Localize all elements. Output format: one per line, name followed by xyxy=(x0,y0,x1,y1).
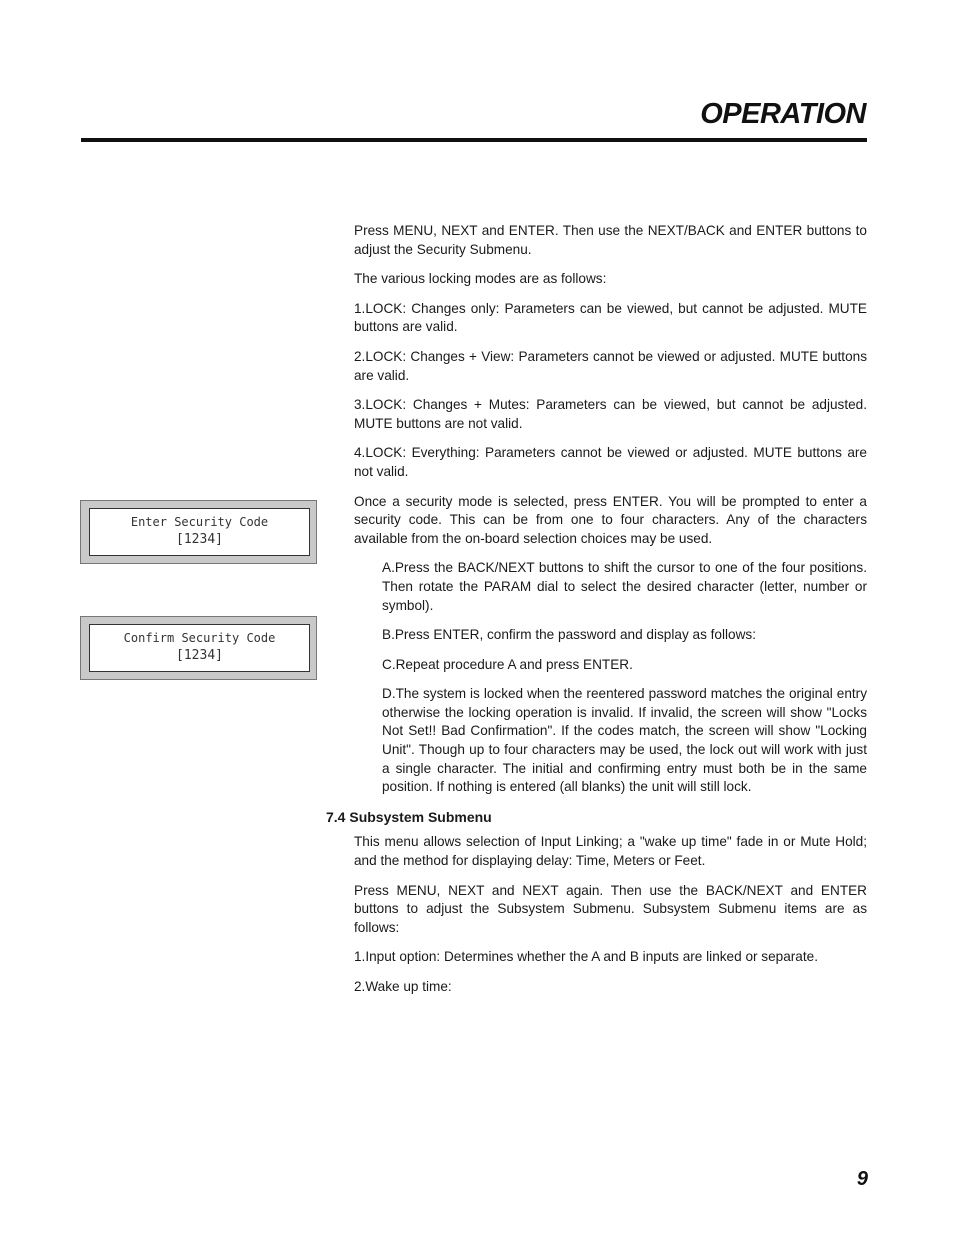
paragraph: The various locking modes are as follows: xyxy=(354,271,607,287)
lcd-line-2: [1234] xyxy=(176,648,223,663)
step-item: B.Press ENTER, confirm the password and display as follows: xyxy=(382,627,756,643)
step-item: C.Repeat procedure A and press ENTER. xyxy=(382,656,633,672)
lcd-line-2: [1234] xyxy=(176,532,223,547)
step-item: A.Press the BACK/NEXT buttons to shift the cursor to one of the four positions. Then rotate the PARAM dial to select the desired character (letter, number or symbol). xyxy=(382,560,867,613)
lcd-line-1: Enter Security Code xyxy=(130,515,269,529)
paragraph: Press MENU, NEXT and NEXT again. Then use the BACK/NEXT and ENTER buttons to adjust the Subsystem Submenu. Subsystem Submenu items are as follows: xyxy=(354,882,867,935)
paragraph: Once a security mode is selected, press ENTER. You will be prompted to enter a security code. This can be from one to four characters. Any of the characters available from the on-board selection choices may be used. xyxy=(354,493,867,546)
lcd-screen xyxy=(89,508,310,556)
lcd-display-enter-code xyxy=(80,500,317,564)
body-text xyxy=(326,222,867,1008)
lcd-screen xyxy=(89,624,310,672)
list-item: 3.LOCK: Changes + Mutes: Parameters can be viewed, but cannot be adjusted. MUTE buttons are not valid. xyxy=(354,397,867,431)
lcd-line-1: Confirm Security Code xyxy=(123,631,276,645)
list-item: 2.Wake up time: xyxy=(354,979,452,994)
step-item: D.The system is locked when the reentered password matches the original entry otherwise the locking operation is invalid. If invalid, the screen will show "Locks Not Set!! Bad Confirmation". If the codes match, the screen will show "Locking Unit". Though up to four characters may be used, the lock out will work with just a single character. The initial and confirming entry must both be in the same position. If nothing is entered (all blanks) the unit will still lock. xyxy=(382,686,867,795)
list-item: 1.Input option: Determines whether the A and B inputs are linked or separate. xyxy=(354,949,818,965)
page-header-title: OPERATION xyxy=(700,98,866,130)
page-number: 9 xyxy=(856,1168,868,1190)
paragraph: Press MENU, NEXT and ENTER. Then use the NEXT/BACK and ENTER buttons to adjust the Security Submenu. xyxy=(354,223,867,257)
list-item: 1.LOCK: Changes only: Parameters can be viewed, but cannot be adjusted. MUTE buttons are valid. xyxy=(354,300,867,335)
list-item: 2.LOCK: Changes + View: Parameters cannot be viewed or adjusted. MUTE buttons are valid. xyxy=(354,348,867,383)
paragraph: This menu allows selection of Input Linking; a "wake up time" fade in or Mute Hold; and the method for displaying delay: Time, Meters or Feet. xyxy=(354,834,867,869)
header-rule xyxy=(81,138,867,142)
section-heading: 7.4 Subsystem Submenu xyxy=(326,808,492,825)
lcd-display-confirm-code xyxy=(80,616,317,680)
list-item: 4.LOCK: Everything: Parameters cannot be viewed or adjusted. MUTE buttons are not valid. xyxy=(354,445,867,479)
